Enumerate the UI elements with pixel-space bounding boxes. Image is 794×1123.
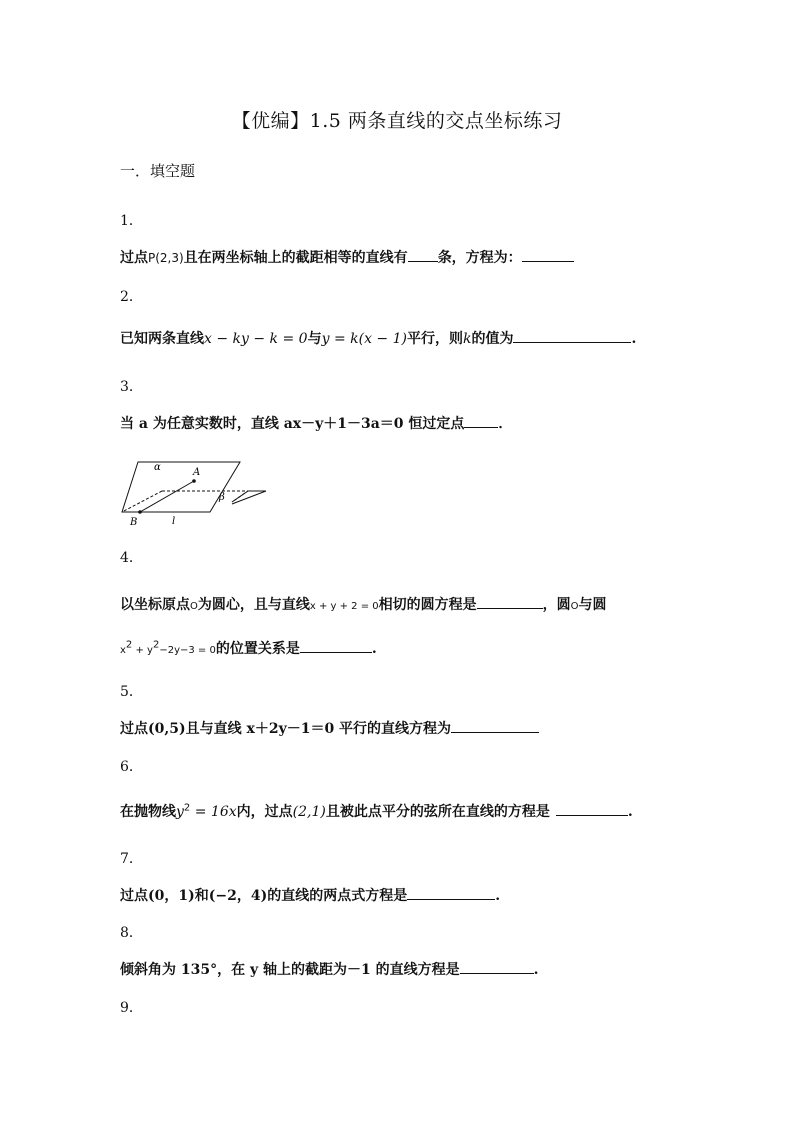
- label-beta: β: [219, 492, 225, 503]
- point-a: [192, 479, 196, 483]
- answer-blank[interactable]: [451, 719, 539, 733]
- answer-blank[interactable]: [408, 248, 438, 262]
- question-number-6: 6．: [120, 759, 143, 775]
- question-1: 过点P(2,3)且在两坐标轴上的截距相等的直线有 条，方程为：: [120, 247, 574, 267]
- answer-blank[interactable]: [522, 248, 574, 262]
- question-5: 过点(0,5)且与直线 x＋2y－1＝0 平行的直线方程为: [120, 718, 539, 738]
- question-6: 在抛物线$y^2 = 16x$内，过点(2,1)且被此点平分的弦所在直线的方程是 .: [120, 802, 633, 820]
- question-4-line-1: 以坐标原点O为圆心，且与直线x + y + 2 = 0相切的圆方程是 ，圆O与圆: [120, 597, 607, 613]
- label-alpha: α: [154, 462, 161, 473]
- question-number-4: 4．: [120, 550, 143, 566]
- answer-blank[interactable]: [556, 802, 628, 816]
- question-7: 过点(0，1)和(−2，4)的直线的两点式方程是 .: [120, 888, 501, 904]
- answer-blank[interactable]: [477, 595, 543, 609]
- label-l: l: [172, 516, 176, 527]
- question-number-8: 8．: [120, 925, 143, 941]
- question-number-3: 3．: [120, 379, 143, 395]
- label-a: A: [193, 467, 201, 478]
- label-b: B: [130, 517, 138, 528]
- point-b: [138, 510, 142, 514]
- answer-blank[interactable]: [407, 886, 495, 900]
- page-title: 【优编】1.5 两条直线的交点坐标练习: [231, 110, 563, 132]
- question-4-line-2: $x^2 + y^2-2y-3 = 0$的位置关系是 .: [120, 639, 377, 657]
- section-heading: 一．填空题: [120, 162, 196, 180]
- plane-alpha: [122, 462, 240, 512]
- question-number-5: 5．: [120, 684, 143, 700]
- answer-blank[interactable]: [460, 960, 534, 974]
- question-8: 倾斜角为 135°，在 y 轴上的截距为－1 的直线方程是 .: [120, 962, 539, 978]
- segment-ab: [140, 481, 194, 512]
- question-3: 当 a 为任意实数时，直线 ax－y＋1－3a＝0 恒过定点 ．: [120, 416, 513, 432]
- planes-figure: [118, 454, 268, 530]
- question-number-1: 1．: [120, 213, 143, 229]
- answer-blank[interactable]: [300, 639, 372, 653]
- plane-beta: [232, 491, 266, 504]
- question-number-7: 7．: [120, 851, 143, 867]
- answer-blank[interactable]: [464, 414, 498, 428]
- answer-blank[interactable]: [513, 329, 631, 343]
- question-2: 已知两条直线x − ky − k = 0与y = k(x − 1)平行，则k的值为 .: [120, 331, 637, 347]
- question-number-9: 9．: [120, 1000, 143, 1016]
- question-number-2: 2．: [120, 289, 143, 305]
